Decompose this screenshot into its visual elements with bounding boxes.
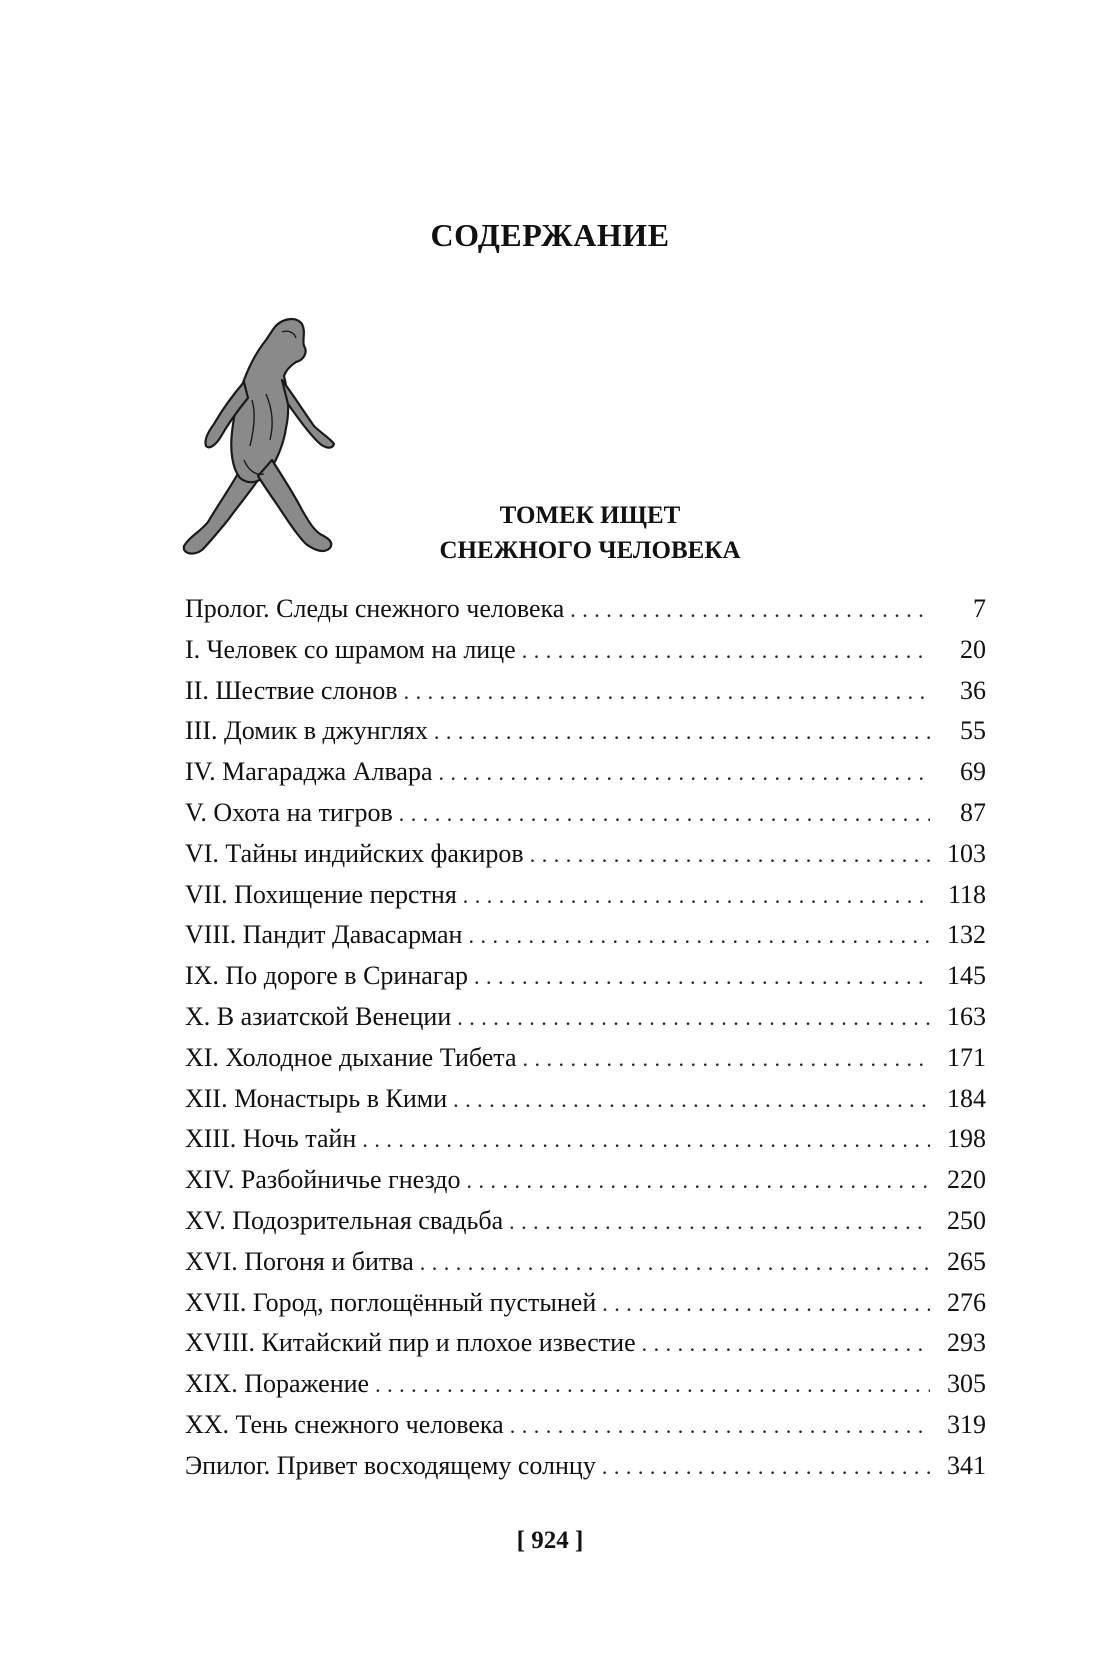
toc-entry-page: 250 [947,1205,986,1235]
toc-entry [185,1328,986,1369]
toc-entry-title: VIII. Пандит Давасарман [185,920,463,950]
dot-leader [420,1250,930,1276]
dot-leader [362,1127,930,1153]
toc-entry-title: VI. Тайны индийских факиров [185,838,524,868]
toc-entry [185,594,986,635]
dot-leader [602,1291,930,1317]
dot-leader [522,638,930,664]
toc-entry [185,798,986,839]
toc-entry-title: XIV. Разбойничье гнездо [185,1165,461,1195]
toc-entry-title: XV. Подозрительная свадьба [185,1205,504,1235]
toc-entry-title: XIX. Поражение [185,1369,370,1399]
toc-entry-page: 145 [947,961,986,991]
toc-entry-page: 293 [947,1328,986,1358]
dot-leader [399,801,930,827]
toc-entry-page: 20 [960,634,986,664]
toc-entry-page: 265 [947,1246,986,1276]
dot-leader [404,679,930,705]
dot-leader [453,1087,930,1113]
toc-entry [185,1043,986,1084]
toc-entry [185,1124,986,1165]
toc-entry-page: 69 [960,757,986,787]
toc-entry-page: 341 [947,1450,986,1480]
toc-entry-page: 163 [947,1001,986,1031]
toc-entry-page: 132 [947,920,986,950]
dot-leader [509,1209,930,1235]
toc-entry-page: 319 [947,1409,986,1439]
toc-entry-title: XVII. Город, поглощённый пустыней [185,1287,597,1317]
toc-entry-page: 198 [947,1124,986,1154]
dot-leader [467,1168,930,1194]
toc-entry-title: V. Охота на тигров [185,797,393,827]
toc-entry-page: 184 [947,1083,986,1113]
toc-entry [185,1451,986,1492]
toc-entry [185,676,986,717]
part-title-line-1: ТОМЕК ИЩЕТ [499,502,681,529]
toc-entry-page: 276 [947,1287,986,1317]
dot-leader [434,719,930,745]
toc-entry-title: XX. Тень снежного человека [185,1409,504,1439]
dot-leader [468,923,930,949]
toc-entry-title: IX. По дороге в Сринагар [185,961,468,991]
part-title-line-2: СНЕЖНОГО ЧЕЛОВЕКА [439,537,741,564]
toc-entry-title: III. Домик в джунглях [185,716,428,746]
toc-entry-page: 36 [960,675,986,705]
toc-entry [185,1002,986,1043]
dot-leader [463,883,930,909]
toc-entry-title: IV. Магараджа Алвара [185,757,433,787]
toc-entry-title: Эпилог. Привет восходящему солнцу [185,1450,596,1480]
toc-entry-title: XIII. Ночь тайн [185,1124,357,1154]
toc-entry [185,635,986,676]
toc-entry-page: 220 [947,1165,986,1195]
dot-leader [523,1046,930,1072]
part-title [380,498,800,568]
toc-entry [185,1288,986,1329]
toc-entry-title: II. Шествие слонов [185,675,398,705]
toc-entry-title: XI. Холодное дыхание Тибета [185,1042,517,1072]
dot-leader [602,1454,930,1480]
toc-entry [185,839,986,880]
page-number: [ 924 ] [516,1527,584,1554]
toc-entry-title: I. Человек со шрамом на лице [185,634,516,664]
toc-entry [185,961,986,1002]
table-of-contents [185,594,986,1492]
dot-leader [530,842,930,868]
toc-entry-page: 55 [960,716,986,746]
toc-entry-title: Пролог. Следы снежного человека [185,594,565,623]
toc-entry-page: 118 [947,879,986,909]
toc-entry [185,1084,986,1125]
dot-leader [570,597,930,623]
toc-entry [185,1369,986,1410]
toc-entry-page: 305 [947,1369,986,1399]
toc-entry [185,757,986,798]
toc-entry-title: XII. Монастырь в Кими [185,1083,448,1113]
page-title: СОДЕРЖАНИЕ [430,217,670,254]
dot-leader [375,1372,930,1398]
dot-leader [510,1413,930,1439]
dot-leader [474,964,930,990]
toc-entry-page: 7 [973,594,986,623]
toc-entry-title: XVI. Погоня и битва [185,1246,414,1276]
toc-entry-page: 87 [960,797,986,827]
toc-entry [185,920,986,961]
toc-entry [185,1410,986,1451]
dot-leader [457,1005,930,1031]
toc-entry-page: 171 [947,1042,986,1072]
yeti-figure-icon [178,310,353,570]
toc-entry [185,1247,986,1288]
toc-entry [185,880,986,921]
dot-leader [438,760,930,786]
toc-entry [185,1206,986,1247]
toc-entry-title: X. В азиатской Венеции [185,1001,452,1031]
toc-entry-title: VII. Похищение перстня [185,879,457,909]
toc-entry [185,716,986,757]
toc-entry [185,1165,986,1206]
toc-entry-title: XVIII. Китайский пир и плохое известие [185,1328,636,1358]
toc-entry-page: 103 [947,838,986,868]
dot-leader [642,1331,930,1357]
